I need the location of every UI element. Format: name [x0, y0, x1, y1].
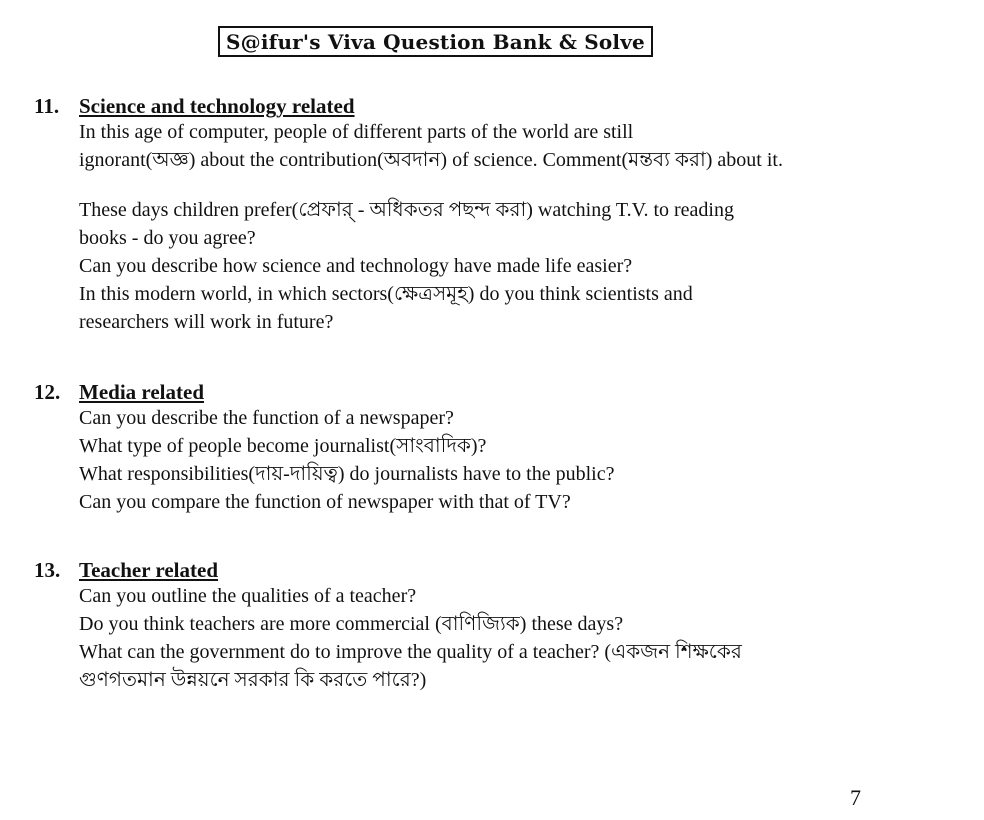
- question-line: What responsibilities(দায়-দায়িত্ব) do journalists have to the public?: [79, 463, 615, 485]
- question-line: What type of people become journalist(সাংবাদিক)?: [79, 435, 487, 457]
- section-teacher: [34, 558, 954, 694]
- section-heading: [34, 558, 954, 582]
- section-number: 11.: [34, 94, 60, 118]
- question-line: Do you think teachers are more commercial (বাণিজ্যিক) these days?: [79, 613, 624, 635]
- section-number: 13.: [34, 558, 61, 582]
- question-line: researchers will work in future?: [79, 311, 334, 333]
- question-line: ignorant(অজ্ঞ) about the contribution(অবদান) of science. Comment(মন্তব্য করা) about it.: [79, 149, 783, 171]
- question-line: In this modern world, in which sectors(ক্ষেত্রসমূহ) do you think scientists and: [79, 283, 693, 305]
- question-line: These days children prefer(প্রেফার্‌ - অধিকতর পছন্দ করা) watching T.V. to reading: [79, 199, 734, 221]
- section-heading: [34, 94, 954, 118]
- question-line: Can you outline the qualities of a teacher?: [79, 585, 417, 607]
- question-line: গুণগতমান উন্নয়নে সরকার কি করতে পারে?): [79, 669, 427, 691]
- question-line: Can you describe the function of a newspaper?: [79, 407, 454, 429]
- question-line: What can the government do to improve the quality of a teacher? (একজন শিক্ষকের: [79, 641, 742, 663]
- section-media: [34, 380, 954, 516]
- question-line: Can you compare the function of newspaper with that of TV?: [79, 491, 571, 513]
- page-title: S@ifur's Viva Question Bank & Solve: [218, 26, 653, 57]
- page-number: 7: [850, 785, 861, 810]
- question-list: [79, 582, 954, 694]
- question-list: [79, 118, 954, 336]
- question-line: Can you describe how science and technology have made life easier?: [79, 255, 633, 277]
- question-line: In this age of computer, people of different parts of the world are still: [79, 121, 634, 143]
- question-list: [79, 404, 954, 516]
- question-line: books - do you agree?: [79, 227, 256, 249]
- section-science-technology: [34, 94, 954, 336]
- section-number: 12.: [34, 380, 61, 404]
- section-heading: [34, 380, 954, 404]
- section-title: Science and technology related: [79, 94, 355, 118]
- section-title: Media related: [79, 380, 204, 404]
- section-title: Teacher related: [79, 558, 219, 582]
